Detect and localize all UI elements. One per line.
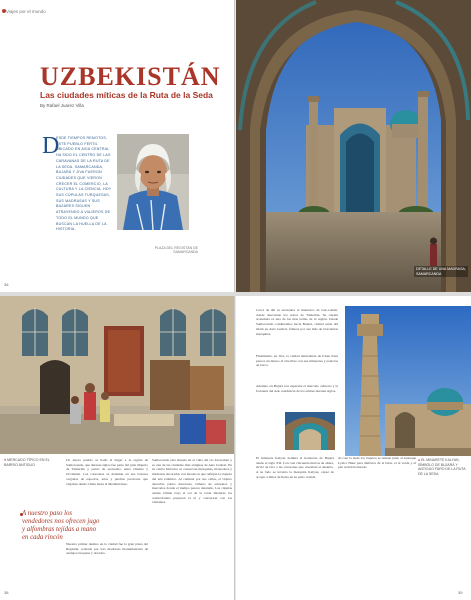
caption-bullet-icon: ● [4,458,8,462]
woman-portrait-photo [117,134,189,230]
body-column-5: Al caer la tarde los viajeros se reúnen junto al estanque Lyab-i Hauz para disfrutar de la brisa, el té verde y el pan recién horneado. [338,456,416,470]
intro-text: ESDE TIEMPOS REMOTOS, ESTE PUEBLO FÉRTIL UBICADO EN ASIA CENTRAL HA SIDO EL CENTRO DE LAS CARAVANAS DE LA RUTA DE LA SEDA. SAMARCANDA, BUJARÁ Y JIVA FUERON CIUDADES QUE VIERON CRECER EL COMERCIO, LA CULTURA Y LA CIENCIA. HOY SUS CÚPULAS TURQUESAS, SUS MADRASAS Y SUS BAZARES SIGUEN ATRAYENDO A VIAJEROS DE TODO EL MUNDO QUE BUSCAN LA HUELLA DE LA HISTORIA. [56,136,112,232]
photo-caption [418,458,468,476]
market-street-photo [0,296,234,454]
body-column-3-middle: Finalmente, en Jiva, la ciudad amurallada de Ichan Kala parece un museo al aire libre con sus minaretes y palacios de barro. [256,354,338,368]
body-column-1-bottom: Nuestro primer destino en la ciudad fue la gran plaza del Registán, rodeada por tres madrasas monumentales de azulejos turquesa y dorados. [66,542,148,556]
caption-bullet-icon: ● [418,458,422,462]
body-column-4: El minarete Kalyan domina el horizonte de Bujará desde el siglo XII. Con casi cincuenta metros de altura, sirvió de faro a las caravanas que cruzaban el desierto. A su lado se levanta la mezquita Kalyan, capaz de acoger a miles de fieles en su patio central. [256,456,334,479]
pull-quote: A nuestro paso los vendedores nos ofrecen jugo y alfombras tejidas a mano en cada rincón [22,510,100,541]
kalyan-minaret-photo [345,306,471,456]
body-column-2: Samarcanda está situada en el valle del río Zeravshan y es una de las ciudades más antiguas de Asia Central. En su centro histórico se conservan mezquitas, mausoleos y madrasas decoradas con mosaicos que reflejan la riqueza del arte islámico. Al caminar por sus calles, el viajero descubre patios interiores, talleres de artesanos y mercados donde el tiempo parece detenido. Las cúpulas azules brillan bajo el sol de la tarde mientras los comerciantes preparan el té y conversan con los visitantes. [152,458,232,505]
page-number: 36 [4,282,9,287]
section-header: Viajes por el mundo [6,9,46,14]
page-number: 38 [4,590,9,595]
body-column-3-bottom: Además, en Bujará nos esperaba el mercado cubierto y la fortaleza del Ark, residencia de los emires durante siglos. [256,384,338,393]
article-byline: By Rafael Juarez Villa [40,103,84,108]
body-column-3-top: Cerca de allí se encuentra el mausoleo de Gur-i-Amir, donde descansan los restos de Tamerlán. Su cúpula acanalada es una de las más bellas de la región. Desde Samarcanda continuamos hacia Bujará, ciudad santa del islam en Asia Central, famosa por sus más de trescientas mezquitas. [256,308,338,336]
photo-caption-text: MERCADO TÍPICO EN EL BARRIO ANTIGUO [4,458,50,467]
body-column-1-top: Un nuevo pueblo se halló al llegar a la región de Samarcanda, que durante siglos fue parte del gran imperio de Tamerlán y punto de encuentro entre Oriente y Occidente. Las caravanas se detenían en sus bazares cargadas de especias, telas y piedras preciosas que viajaban desde China hasta el Mediterráneo. [66,458,148,486]
photo-caption [4,458,64,467]
article-title: UZBEKISTÁN [40,62,221,91]
photo-caption-box: DETALLE DE UNA MADRASA, SAMARCANDA [414,266,468,277]
photo-caption-text: EL MINARETE KALYAN, SÍMBOLO DE BUJARÁ Y ANTIGUO FARO DE LA RUTA DE LA SEDA [418,458,466,476]
registan-arch-photo [236,0,471,292]
bottom-spread [0,296,471,600]
page-number: 39 [458,590,463,595]
drop-cap: D [42,133,60,159]
top-spread [0,0,471,292]
spread-gutter [234,296,236,600]
mausoleum-thumbnail-photo [285,412,335,450]
photo-caption: PLAZA DEL REGISTÁN DE SAMARCANDA [154,246,198,255]
article-subtitle: Las ciudades míticas de la Ruta de la Seda [40,90,213,100]
